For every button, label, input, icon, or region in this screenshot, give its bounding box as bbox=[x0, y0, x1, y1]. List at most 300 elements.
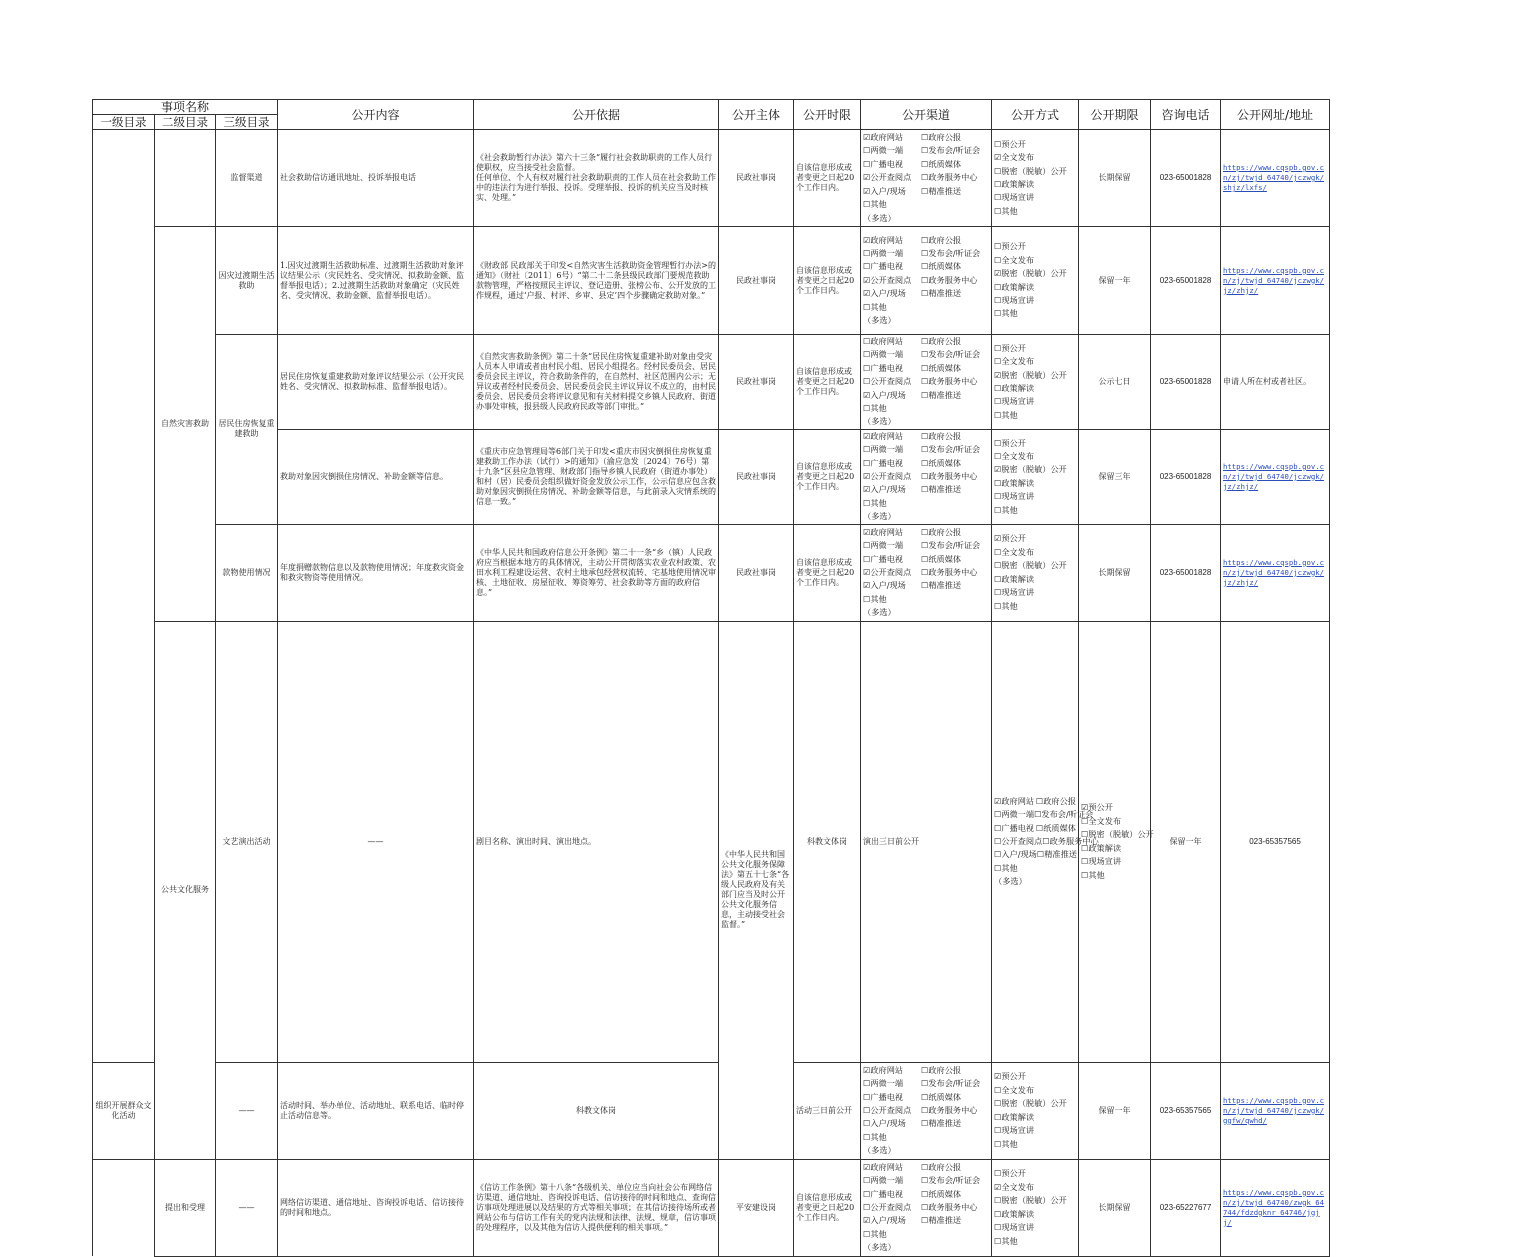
method-checkbox[interactable]: ☐政策解读 bbox=[994, 382, 1035, 393]
table-row bbox=[93, 1062, 1330, 1159]
channel-option-line bbox=[994, 875, 1076, 888]
channel-checkbox[interactable]: ☐广播电视 bbox=[863, 1091, 904, 1102]
time-limit-cell: 自该信息形成或者变更之日起20个工作日内。 bbox=[794, 429, 861, 524]
method-checkbox[interactable]: ☐全文发布 bbox=[994, 546, 1035, 557]
channel-cell bbox=[861, 524, 992, 621]
level2-cell: 提出和受理 bbox=[155, 1159, 216, 1256]
channel-checkbox[interactable]: ☑政府网站 bbox=[863, 234, 904, 245]
channel-checkbox[interactable]: ☐政务服务中心 bbox=[921, 172, 978, 183]
channel-option-line bbox=[863, 287, 989, 300]
channel-checkbox[interactable]: ☐精准推送 bbox=[1036, 849, 1077, 860]
channel-checkbox[interactable]: ☑公开查阅点 bbox=[863, 172, 912, 183]
time-limit-cell: 自该信息形成或者变更之日起20个工作日内。 bbox=[794, 335, 861, 430]
method-checkbox[interactable]: ☑预公开 bbox=[994, 1071, 1026, 1082]
channel-option-line bbox=[863, 260, 989, 273]
channel-option-line bbox=[863, 539, 989, 552]
channel-checkbox[interactable]: ☐政务服务中心 bbox=[921, 376, 978, 387]
channel-option-line bbox=[863, 402, 989, 415]
phone-cell: 023-65357565 bbox=[1221, 621, 1330, 1062]
basis-cell: 《信访工作条例》第十八条“各级机关、单位应当向社会公布网络信访渠道、通信地址、咨询投诉电话、信访接待的时间和地点、查询信访事项处理进展以及结果的方式等相关事项；在其信访接待场所或者网站公布与信访工作有关的党内法规和法律、法规、规章，信访事项的处理程序，以及其他为信访人提供便利的相关事项。” bbox=[474, 1159, 719, 1256]
header-level3: 三级目录 bbox=[216, 115, 278, 130]
header-time-limit: 公开时限 bbox=[794, 100, 861, 130]
method-cell bbox=[1079, 621, 1154, 1062]
method-checkbox[interactable]: ☐全文发布 bbox=[994, 450, 1035, 461]
time-limit-cell: 自该信息形成或者变更之日起20个工作日内。 bbox=[794, 524, 861, 621]
channel-checkbox[interactable]: （多选） bbox=[863, 416, 896, 427]
method-checkbox[interactable]: ☑预公开 bbox=[1081, 802, 1113, 813]
channel-checkbox[interactable]: ☐纸质媒体 bbox=[921, 261, 962, 272]
method-checkbox[interactable]: ☐脱密（脱敏）公开 bbox=[1081, 829, 1154, 840]
channel-checkbox[interactable]: ☐其他 bbox=[863, 403, 887, 414]
header-method: 公开方式 bbox=[992, 100, 1079, 130]
channel-checkbox[interactable]: ☐公开查阅点 bbox=[863, 1201, 912, 1212]
channel-checkbox[interactable]: （多选） bbox=[863, 212, 896, 223]
content-cell: 居民住房恢复重建救助对象评议结果公示（公开灾民姓名、受灾情况、拟救助标准、监督举报电话）。 bbox=[278, 335, 474, 430]
channel-checkbox[interactable]: ☐精准推送 bbox=[921, 1118, 962, 1129]
method-checkbox[interactable]: ☐其他 bbox=[994, 1138, 1018, 1149]
channel-checkbox[interactable]: ☐两微一端 bbox=[863, 444, 904, 455]
channel-option-line bbox=[863, 1064, 989, 1077]
time-limit-cell: 自该信息形成或者变更之日起20个工作日内。 bbox=[794, 227, 861, 335]
channel-cell bbox=[861, 227, 992, 335]
level3-cell: 因灾过渡期生活救助 bbox=[216, 227, 278, 335]
channel-option-line bbox=[863, 375, 989, 388]
channel-checkbox[interactable]: ☐广播电视 bbox=[863, 158, 904, 169]
method-checkbox[interactable]: ☐脱密（脱敏）公开 bbox=[994, 1195, 1067, 1206]
channel-checkbox[interactable]: ☐纸质媒体 bbox=[921, 1188, 962, 1199]
method-checkbox[interactable]: ☐其他 bbox=[994, 409, 1018, 420]
channel-checkbox[interactable]: ☐纸质媒体 bbox=[1035, 822, 1076, 833]
channel-checkbox[interactable]: ☐政务服务中心 bbox=[921, 1104, 978, 1115]
method-checkbox[interactable]: ☐政策解读 bbox=[994, 1111, 1035, 1122]
method-checkbox[interactable]: ☐其他 bbox=[1081, 869, 1105, 880]
channel-option-line bbox=[863, 348, 989, 361]
channel-cell bbox=[861, 429, 992, 524]
channel-checkbox[interactable]: ☐两微一端 bbox=[863, 145, 904, 156]
level3-cell: —— bbox=[216, 1062, 278, 1159]
channel-checkbox[interactable]: ☐其他 bbox=[863, 593, 887, 604]
channel-option-line bbox=[863, 314, 989, 327]
channel-option-line bbox=[863, 362, 989, 375]
url-cell bbox=[1221, 429, 1330, 524]
channel-option-line bbox=[863, 212, 989, 225]
content-cell: 活动时间、举办单位、活动地址、联系电话、临时停止活动信息等。 bbox=[278, 1062, 474, 1159]
channel-option-line bbox=[863, 1091, 989, 1104]
channel-checkbox[interactable]: （多选） bbox=[994, 876, 1027, 887]
channel-option-line bbox=[863, 1241, 989, 1254]
channel-checkbox[interactable]: ☑公开查阅点 bbox=[863, 566, 912, 577]
channel-checkbox[interactable]: ☑政府网站 bbox=[863, 1064, 904, 1075]
method-checkbox[interactable]: ☑预公开 bbox=[994, 533, 1026, 544]
method-checkbox[interactable]: ☐预公开 bbox=[994, 138, 1026, 149]
channel-checkbox[interactable]: ☐精准推送 bbox=[921, 1215, 962, 1226]
channel-option-line bbox=[994, 835, 1099, 848]
channel-checkbox[interactable]: ☑政府网站 bbox=[863, 526, 904, 537]
channel-option-line bbox=[863, 198, 989, 211]
method-checkbox[interactable]: ☑全文发布 bbox=[994, 1181, 1035, 1192]
method-checkbox[interactable]: ☐政策解读 bbox=[994, 477, 1035, 488]
channel-option-line bbox=[863, 1174, 989, 1187]
level3-cell: —— bbox=[278, 621, 474, 1062]
channel-option-line bbox=[863, 171, 989, 184]
subject-cell: 科教文体岗 bbox=[794, 621, 861, 1062]
subject-cell: 科教文体岗 bbox=[474, 1062, 719, 1159]
period-cell: 保留一年 bbox=[1151, 621, 1221, 1062]
phone-cell: 023-65001828 bbox=[1151, 335, 1221, 430]
url-link[interactable]: https://www.cqspb.gov.cn/zj/twjd_64740/jczwgk/jz/zhjz/ bbox=[1223, 557, 1325, 587]
channel-checkbox[interactable]: ☐公开查阅点 bbox=[863, 1104, 912, 1115]
period-cell: 长期保留 bbox=[1079, 130, 1151, 227]
time-limit-cell: 演出三日前公开 bbox=[861, 621, 992, 1062]
channel-option-line bbox=[863, 415, 989, 428]
channel-option-line bbox=[863, 1131, 989, 1144]
level2-cell: 组织开展群众文化活动 bbox=[93, 1062, 155, 1159]
channel-checkbox[interactable]: ☑入户/现场 bbox=[863, 185, 906, 196]
channel-option-line bbox=[863, 1161, 989, 1174]
method-checkbox[interactable]: ☐其他 bbox=[994, 308, 1018, 319]
channel-option-line bbox=[863, 234, 989, 247]
channel-option-line bbox=[863, 158, 989, 171]
period-cell: 长期保留 bbox=[1079, 1159, 1151, 1256]
channel-checkbox[interactable]: ☐政府公报 bbox=[921, 1161, 962, 1172]
method-checkbox[interactable]: ☐政策解读 bbox=[994, 1208, 1035, 1219]
channel-checkbox[interactable]: ☐广播电视 bbox=[863, 1188, 904, 1199]
method-checkbox[interactable]: ☐脱密（脱敏）公开 bbox=[994, 1098, 1067, 1109]
channel-option-line bbox=[863, 470, 989, 483]
channel-checkbox[interactable]: ☐两微一端 bbox=[863, 1078, 904, 1089]
channel-option-line bbox=[994, 862, 1076, 875]
channel-checkbox[interactable]: （多选） bbox=[863, 315, 896, 326]
phone-cell: 023-65001828 bbox=[1151, 429, 1221, 524]
channel-checkbox[interactable]: （多选） bbox=[863, 1145, 896, 1156]
level2-cell-disaster: 自然灾害救助 bbox=[155, 227, 216, 622]
channel-checkbox[interactable]: ☑入户/现场 bbox=[863, 288, 906, 299]
table-row bbox=[93, 621, 1330, 1062]
channel-option-line bbox=[863, 335, 989, 348]
content-cell: 社会救助信访通讯地址、投诉举报电话 bbox=[278, 130, 474, 227]
channel-checkbox[interactable]: ☐发布会/听证会 bbox=[921, 247, 981, 258]
method-checkbox[interactable]: ☐现场宣讲 bbox=[994, 587, 1035, 598]
method-checkbox[interactable]: ☐现场宣讲 bbox=[994, 396, 1035, 407]
channel-checkbox[interactable]: ☑入户/现场 bbox=[863, 484, 906, 495]
header-subject: 公开主体 bbox=[719, 100, 794, 130]
phone-cell: 023-65001828 bbox=[1151, 130, 1221, 227]
channel-option-line bbox=[994, 822, 1076, 835]
channel-cell bbox=[861, 130, 992, 227]
method-checkbox[interactable]: ☐预公开 bbox=[994, 1168, 1026, 1179]
method-cell bbox=[992, 335, 1079, 430]
basis-cell: 《重庆市应急管理局等6部门关于印发<重庆市因灾倒损住房恢复重建救助工作办法（试行）>的通知》（渝应急发〔2024〕76号）第十九条“区县应急管理、财政部门指导乡镇人民政府（街道办事处）和村（居）民委员会组织做好资金发放公示工作，公示信息应包含救助对象因灾倒损住房情况、补助金额等信息，与此前录入灾情系统的信息一致。” bbox=[474, 429, 719, 524]
method-checkbox[interactable]: ☐全文发布 bbox=[994, 1084, 1035, 1095]
url-link[interactable]: https://www.cqspb.gov.cn/zj/twjd_64740/jczwgk/jz/zhjz/ bbox=[1223, 265, 1325, 295]
channel-checkbox[interactable]: （多选） bbox=[863, 607, 896, 618]
method-checkbox[interactable]: ☐脱密（脱敏）公开 bbox=[994, 560, 1067, 571]
method-checkbox[interactable]: ☐其他 bbox=[994, 1235, 1018, 1246]
channel-option-line bbox=[863, 301, 989, 314]
channel-checkbox[interactable]: ☑入户/现场 bbox=[863, 389, 906, 400]
subject-cell: 民政社事岗 bbox=[719, 524, 794, 621]
channel-checkbox[interactable]: ☐两微一端 bbox=[863, 349, 904, 360]
channel-checkbox[interactable]: ☐发布会/听证会 bbox=[921, 349, 981, 360]
channel-checkbox[interactable]: ☐精准推送 bbox=[921, 185, 962, 196]
disclosure-table bbox=[92, 99, 1330, 1257]
channel-option-line bbox=[863, 457, 989, 470]
method-checkbox[interactable]: ☐其他 bbox=[994, 504, 1018, 515]
url-cell bbox=[1221, 130, 1330, 227]
period-cell: 长期保留 bbox=[1079, 524, 1151, 621]
method-cell bbox=[992, 227, 1079, 335]
channel-option-line bbox=[994, 795, 1076, 808]
channel-option-line bbox=[863, 144, 989, 157]
header-channel: 公开渠道 bbox=[861, 100, 992, 130]
phone-cell: 023-65001828 bbox=[1151, 524, 1221, 621]
method-checkbox[interactable]: ☐现场宣讲 bbox=[994, 491, 1035, 502]
method-checkbox[interactable]: ☑脱密（脱敏）公开 bbox=[994, 268, 1067, 279]
channel-checkbox[interactable]: ☐发布会/听证会 bbox=[1034, 809, 1094, 820]
url-link[interactable]: https://www.cqspb.gov.cn/zj/twjd_64740/zwgk_64744/fdzdgknr_64746/jgjj/ bbox=[1223, 1187, 1325, 1227]
channel-option-line bbox=[863, 1188, 989, 1201]
method-checkbox[interactable]: ☑脱密（脱敏）公开 bbox=[994, 369, 1067, 380]
channel-checkbox[interactable]: ☑公开查阅点 bbox=[863, 471, 912, 482]
channel-checkbox[interactable]: ☑入户/现场 bbox=[863, 580, 906, 591]
phone-cell: 023-65357565 bbox=[1151, 1062, 1221, 1159]
channel-checkbox[interactable]: ☐精准推送 bbox=[921, 484, 962, 495]
level1-cell bbox=[93, 1159, 155, 1256]
level3-cell: 居民住房恢复重建救助 bbox=[216, 335, 278, 525]
channel-checkbox[interactable]: ☐其他 bbox=[863, 301, 887, 312]
level2-cell: 文艺演出活动 bbox=[216, 621, 278, 1062]
channel-checkbox[interactable]: ☐政府公报 bbox=[921, 336, 962, 346]
channel-checkbox[interactable]: （多选） bbox=[863, 1242, 896, 1253]
method-checkbox[interactable]: ☐预公开 bbox=[994, 241, 1026, 252]
channel-checkbox[interactable]: ☐政府公报 bbox=[921, 1064, 962, 1075]
channel-option-line bbox=[863, 1228, 989, 1241]
method-checkbox[interactable]: ☐政策解读 bbox=[994, 573, 1035, 584]
url-cell bbox=[1221, 227, 1330, 335]
channel-checkbox[interactable]: ☑公开查阅点 bbox=[863, 274, 912, 285]
channel-checkbox[interactable]: ☐其他 bbox=[863, 199, 887, 210]
channel-option-line bbox=[863, 247, 989, 260]
channel-option-line bbox=[863, 1117, 989, 1130]
channel-checkbox[interactable]: ☐精准推送 bbox=[921, 288, 962, 299]
channel-checkbox[interactable]: ☐入户/现场 bbox=[863, 1118, 906, 1129]
channel-checkbox[interactable]: ☐纸质媒体 bbox=[921, 1091, 962, 1102]
channel-checkbox[interactable]: ☐公开查阅点 bbox=[994, 835, 1043, 846]
period-cell: 保留一年 bbox=[1079, 227, 1151, 335]
method-checkbox[interactable]: ☐全文发布 bbox=[1081, 815, 1122, 826]
channel-checkbox[interactable]: ☐纸质媒体 bbox=[921, 457, 962, 468]
channel-checkbox[interactable]: ☐其他 bbox=[863, 497, 887, 508]
method-checkbox[interactable]: ☐政策解读 bbox=[994, 179, 1035, 189]
content-cell: 网络信访渠道、通信地址、咨询投诉电话、信访接待的时间和地点。 bbox=[278, 1159, 474, 1256]
method-checkbox[interactable]: ☐预公开 bbox=[994, 342, 1026, 353]
table-row bbox=[93, 130, 1330, 227]
header-item-name: 事项名称 bbox=[93, 100, 278, 115]
channel-option-line bbox=[863, 497, 989, 510]
channel-option-line bbox=[863, 1104, 989, 1117]
channel-checkbox[interactable]: ☐发布会/听证会 bbox=[921, 444, 981, 455]
channel-checkbox[interactable]: ☐精准推送 bbox=[921, 580, 962, 591]
channel-checkbox[interactable]: ☐发布会/听证会 bbox=[921, 540, 981, 551]
content-cell: 1.因灾过渡期生活救助标准、过渡期生活救助对象评议结果公示（灾民姓名、受灾情况、拟救助金额、监督举报电话）；2.过渡期生活救助对象确定（灾民姓名、受灾情况、救助金额、监督举报电话）。 bbox=[278, 227, 474, 335]
subject-cell: 民政社事岗 bbox=[719, 429, 794, 524]
header-row-1 bbox=[93, 100, 1330, 115]
method-checkbox[interactable]: ☐其他 bbox=[994, 205, 1018, 216]
basis-cell: 《中华人民共和国政府信息公开条例》第二十一条“乡（镇）人民政府应当根据本地方的具体情况，主动公开贯彻落实农业农村政策、农田水利工程建设运营、农村土地承包经营权流转、宅基地使用情况审核、土地征收、房屋征收、筹资筹劳、社会救助等方面的政府信息。” bbox=[474, 524, 719, 621]
channel-option-line bbox=[863, 430, 989, 443]
table-row bbox=[93, 227, 1330, 335]
channel-option-line bbox=[863, 389, 989, 402]
header-level2: 二级目录 bbox=[155, 115, 216, 130]
channel-checkbox[interactable]: ☐公开查阅点 bbox=[863, 376, 912, 387]
channel-checkbox[interactable]: ☐发布会/听证会 bbox=[921, 145, 981, 156]
method-cell bbox=[992, 130, 1079, 227]
channel-checkbox[interactable]: ☐广播电视 bbox=[863, 457, 904, 468]
header-content: 公开内容 bbox=[278, 100, 474, 130]
method-checkbox[interactable]: ☐政策解读 bbox=[994, 281, 1035, 292]
table-row bbox=[93, 429, 1330, 524]
channel-checkbox[interactable]: ☐其他 bbox=[863, 1131, 887, 1142]
method-cell bbox=[992, 1062, 1079, 1159]
channel-checkbox[interactable]: ☐广播电视 bbox=[863, 261, 904, 272]
channel-option-line bbox=[863, 1201, 989, 1214]
channel-option-line bbox=[863, 443, 989, 456]
channel-checkbox[interactable]: ☐纸质媒体 bbox=[921, 158, 962, 169]
channel-option-line bbox=[863, 566, 989, 579]
channel-option-line bbox=[994, 848, 1076, 861]
content-cell: 剧目名称、演出时间、演出地点。 bbox=[474, 621, 719, 1062]
table-row bbox=[93, 524, 1330, 621]
channel-checkbox[interactable]: ☐其他 bbox=[994, 862, 1018, 873]
method-checkbox[interactable]: ☑脱密（脱敏）公开 bbox=[994, 464, 1067, 475]
period-cell: 公示七日 bbox=[1079, 335, 1151, 430]
method-checkbox[interactable]: ☐现场宣讲 bbox=[1081, 856, 1122, 867]
channel-checkbox[interactable]: ☑政府网站 bbox=[863, 132, 904, 143]
channel-checkbox[interactable]: ☐两微一端 bbox=[994, 809, 1035, 820]
channel-option-line bbox=[863, 1214, 989, 1227]
channel-option-line bbox=[863, 579, 989, 592]
subject-cell: 民政社事岗 bbox=[719, 227, 794, 335]
method-checkbox[interactable]: ☐全文发布 bbox=[994, 356, 1035, 367]
url-cell bbox=[1221, 1062, 1330, 1159]
channel-option-line bbox=[863, 510, 989, 523]
method-checkbox[interactable]: ☐政策解读 bbox=[1081, 842, 1122, 853]
channel-option-line bbox=[863, 185, 989, 198]
method-checkbox[interactable]: ☐现场宣讲 bbox=[994, 1222, 1035, 1233]
channel-checkbox[interactable]: （多选） bbox=[863, 511, 896, 522]
channel-checkbox[interactable]: ☐入户/现场 bbox=[994, 849, 1037, 860]
channel-checkbox[interactable]: ☐政府公报 bbox=[921, 234, 962, 245]
url-cell bbox=[1221, 1159, 1330, 1256]
header-period: 公开期限 bbox=[1079, 100, 1151, 130]
channel-checkbox[interactable]: ☐广播电视 bbox=[863, 362, 904, 373]
phone-cell: 023-65001828 bbox=[1151, 227, 1221, 335]
channel-checkbox[interactable]: ☐纸质媒体 bbox=[921, 362, 962, 373]
channel-checkbox[interactable]: ☐精准推送 bbox=[921, 389, 962, 400]
channel-checkbox[interactable]: ☐政务服务中心 bbox=[921, 1201, 978, 1212]
channel-checkbox[interactable]: ☐广播电视 bbox=[863, 553, 904, 564]
channel-checkbox[interactable]: ☐广播电视 bbox=[994, 822, 1035, 833]
channel-option-line bbox=[863, 483, 989, 496]
channel-option-line bbox=[994, 808, 1094, 821]
url-link[interactable]: https://www.cqspb.gov.cn/zj/twjd_64740/jczwgk/ggfw/qwhd/ bbox=[1223, 1095, 1325, 1125]
method-checkbox[interactable]: ☐预公开 bbox=[994, 437, 1026, 448]
method-checkbox[interactable]: ☐现场宣讲 bbox=[994, 294, 1035, 305]
channel-option-line bbox=[863, 553, 989, 566]
method-cell bbox=[992, 429, 1079, 524]
method-checkbox[interactable]: ☐其他 bbox=[994, 600, 1018, 611]
basis-cell: 《社会救助暂行办法》第六十三条“履行社会救助职责的工作人员行使职权，应当接受社会监督。 任何单位、个人有权对履行社会救助职责的工作人员在社会救助工作中的违法行为进行举报、投诉。受理举报、投诉的机关应当及时核实、处理。” bbox=[474, 130, 719, 227]
method-checkbox[interactable]: ☐脱密（脱敏）公开 bbox=[994, 165, 1067, 176]
channel-cell bbox=[861, 1062, 992, 1159]
channel-option-line bbox=[863, 131, 989, 144]
channel-checkbox[interactable]: ☐政务服务中心 bbox=[921, 274, 978, 285]
level3-cell: —— bbox=[216, 1159, 278, 1256]
period-cell: 保留一年 bbox=[1079, 1062, 1151, 1159]
level2-cell bbox=[155, 130, 216, 227]
phone-cell: 023-65227677 bbox=[1151, 1159, 1221, 1256]
channel-checkbox[interactable]: ☐政府公报 bbox=[921, 132, 962, 143]
channel-option-line bbox=[863, 274, 989, 287]
channel-checkbox[interactable]: ☑政府网站 bbox=[863, 1161, 904, 1172]
channel-checkbox[interactable]: ☑政府网站 bbox=[994, 795, 1035, 806]
method-checkbox[interactable]: ☐现场宣讲 bbox=[994, 1125, 1035, 1136]
basis-cell: 《中华人民共和国公共文化服务保障法》第五十七条“各级人民政府及有关部门应当及时公开公共文化服务信息，主动接受社会监督。” bbox=[719, 621, 794, 1159]
channel-checkbox[interactable]: ☑政府网站 bbox=[863, 430, 904, 441]
basis-cell: 《财政部 民政部关于印发<自然灾害生活救助资金管理暂行办法>的通知》（财社〔2011〕6号）“第二十二条县级民政部门要规范救助款物管理，严格按照民主评议、登记造册、张榜公布、公开发放的工作规程，通过‘户报、村评、乡审、县定’四个步骤确定救助对象。” bbox=[474, 227, 719, 335]
method-checkbox[interactable]: ☐现场宣讲 bbox=[994, 192, 1035, 203]
channel-checkbox[interactable]: ☐发布会/听证会 bbox=[921, 1175, 981, 1186]
channel-option-line bbox=[863, 1077, 989, 1090]
method-cell bbox=[992, 1159, 1079, 1256]
channel-checkbox[interactable]: ☐政府网站 bbox=[863, 336, 904, 346]
time-limit-cell: 自该信息形成或者变更之日起20个工作日内。 bbox=[794, 130, 861, 227]
channel-checkbox[interactable]: ☐发布会/听证会 bbox=[921, 1078, 981, 1089]
channel-checkbox[interactable]: ☐两微一端 bbox=[863, 247, 904, 258]
url-link[interactable]: https://www.cqspb.gov.cn/zj/twjd_64740/jczwgk/jz/zhjz/ bbox=[1223, 461, 1325, 491]
channel-checkbox[interactable]: ☐两微一端 bbox=[863, 540, 904, 551]
channel-checkbox[interactable]: ☐两微一端 bbox=[863, 1175, 904, 1186]
channel-cell bbox=[861, 335, 992, 430]
header-phone: 咨询电话 bbox=[1151, 100, 1221, 130]
channel-cell bbox=[861, 1159, 992, 1256]
url-link[interactable]: https://www.cqspb.gov.cn/zj/twjd_64740/jczwgk/shjz/lxfs/ bbox=[1223, 163, 1325, 192]
period-cell: 保留三年 bbox=[1079, 429, 1151, 524]
content-cell: 救助对象因灾倒损住房情况、补助金额等信息。 bbox=[278, 429, 474, 524]
channel-checkbox[interactable]: ☐政府公报 bbox=[1035, 795, 1076, 806]
channel-checkbox[interactable]: ☐其他 bbox=[863, 1228, 887, 1239]
method-checkbox[interactable]: ☑全文发布 bbox=[994, 152, 1035, 163]
channel-option-line bbox=[863, 606, 989, 619]
channel-checkbox[interactable]: ☐政务服务中心 bbox=[921, 566, 978, 577]
subject-cell: 平安建设岗 bbox=[719, 1159, 794, 1256]
method-checkbox[interactable]: ☐全文发布 bbox=[994, 254, 1035, 265]
channel-checkbox[interactable]: ☐政务服务中心 bbox=[1042, 835, 1099, 846]
channel-checkbox[interactable]: ☐纸质媒体 bbox=[921, 553, 962, 564]
header-level1: 一级目录 bbox=[93, 115, 155, 130]
channel-checkbox[interactable]: ☐政务服务中心 bbox=[921, 471, 978, 482]
url-cell bbox=[1221, 524, 1330, 621]
subject-cell: 民政社事岗 bbox=[719, 130, 794, 227]
channel-checkbox[interactable]: ☑入户/现场 bbox=[863, 1215, 906, 1226]
time-limit-cell: 自该信息形成或者变更之日起20个工作日内。 bbox=[794, 1159, 861, 1256]
method-cell bbox=[992, 524, 1079, 621]
channel-checkbox[interactable]: ☐政府公报 bbox=[921, 526, 962, 537]
basis-cell: 《自然灾害救助条例》第二十条“居民住房恢复重建补助对象由受灾人员本人申请或者由村民小组、居民小组提名。经村民委员会、居民委员会民主评议，符合救助条件的，在自然村、社区范围内公示；无异议或者经村民委员会、居民委员会民主评议异议不成立的，由村民委员会、居民委员会将评议意见和有关材料提交乡镇人民政府、街道办事处审核，报县级人民政府民政等部门审批。” bbox=[474, 335, 719, 430]
channel-checkbox[interactable]: ☐政府公报 bbox=[921, 430, 962, 441]
channel-option-line bbox=[863, 526, 989, 539]
table-row bbox=[93, 1159, 1330, 1256]
